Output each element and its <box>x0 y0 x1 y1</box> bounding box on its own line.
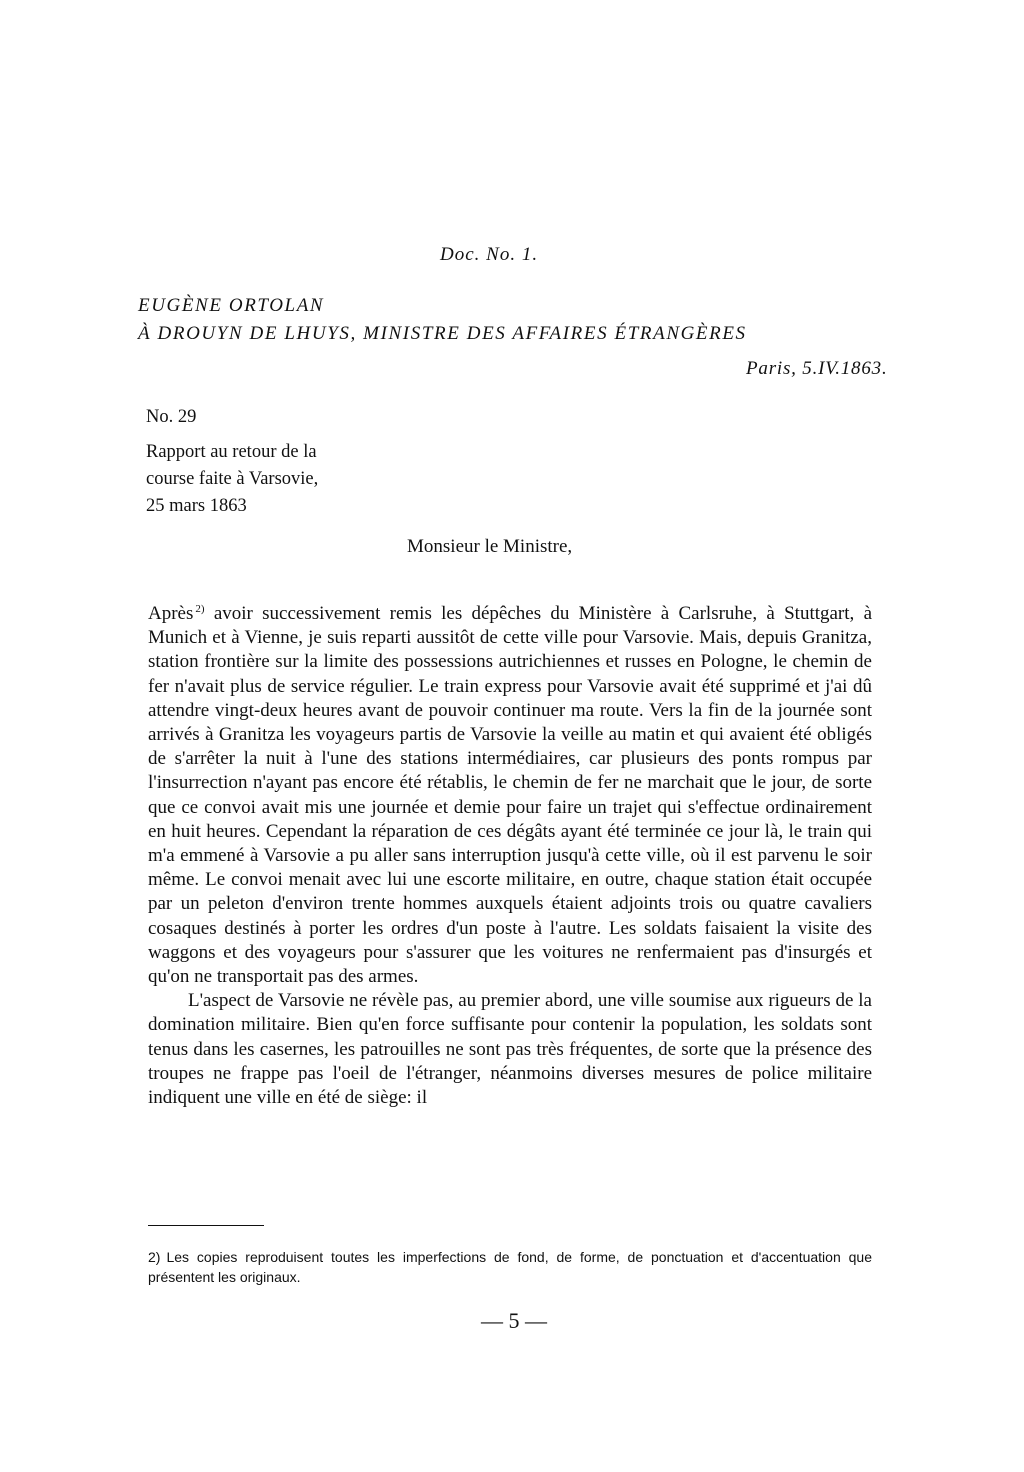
author-name: EUGÈNE ORTOLAN <box>138 295 325 316</box>
letter-body <box>148 602 872 1110</box>
footnote-text: Les copies reproduisent toutes les imperfections de fond, de forme, de ponctuation et d'accentuation que présentent les originaux. <box>148 1249 872 1285</box>
footnote-divider <box>148 1225 264 1226</box>
footnote-mark: 2) <box>148 1249 161 1265</box>
report-reference <box>146 404 318 520</box>
paragraph-1-first-word: Après <box>148 603 194 624</box>
paragraph-1-text: avoir successivement remis les dépêches du Ministère à Carlsruhe, à Stuttgart, à Munich et à Vienne, je suis reparti aussitôt de cette ville pour Varsovie. Mais, depuis Granitza, station frontière sur la limite des possessions autrichiennes et russes en Pologne, le chemin de fer n'avait plus de service régulier. Le train express pour Varsovie avait été supprimé et j'ai dû attendre vingt-deux heures avant de pouvoir continuer ma route. Vers la fin de la journée sont arrivés à Granitza les voyageurs partis de Varsovie la veille au matin et qui avaient été obligés de s'arrêter la nuit à l'une des stations intermédiaires, car plusieurs des ponts rompus par l'insurrection n'ayant pas encore été rétablis, le chemin de fer ne marchait que le jour, de sorte que ce convoi avait mis une journée et demie pour faire un trajet qui s'effectue ordinairement en huit heures. Cependant la réparation de ces dégâts ayant été terminée ce jour là, le train qui m'a emmené à Varsovie a pu aller sans interruption jusqu'à cette ville, où il est parvenu le soir même. Le convoi menait avec lui une escorte militaire, en outre, chaque station était occupée par un peleton d'environ trente hommes auxquels étaient adjoints trois ou quatre cavaliers cosaques destinés à porter les ordres d'un poste à l'autre. Les soldats faisaient la visite des waggons et des voyageurs pour s'assurer que les voitures ne renfermaient pas d'insurgés et qu'on ne transportait pas des armes. <box>148 603 872 988</box>
report-number: No. 29 <box>146 407 197 427</box>
report-subject-line-1: Rapport au retour de la <box>146 442 317 462</box>
place-date: Paris, 5.IV.1863. <box>746 358 888 379</box>
salutation: Monsieur le Ministre, <box>407 536 573 557</box>
report-subject-line-3: 25 mars 1863 <box>146 496 247 516</box>
recipient-line: À DROUYN DE LHUYS, MINISTRE DES AFFAIRES ÉTRANGÈRES <box>138 323 747 344</box>
report-subject-line-2: course faite à Varsovie, <box>146 469 319 489</box>
reference-spacer <box>146 431 318 439</box>
page-number: — 5 — <box>481 1308 547 1333</box>
letter-heading <box>138 292 747 348</box>
footnote-reference-mark: 2) <box>195 602 205 615</box>
document-number: Doc. No. 1. <box>440 244 539 265</box>
body-paragraph-1 <box>148 602 872 989</box>
footnote <box>148 1247 872 1287</box>
body-paragraph-2: L'aspect de Varsovie ne révèle pas, au premier abord, une ville soumise aux rigueurs de la domination militaire. Bien qu'en force suffisante pour contenir la population, les soldats sont tenus dans les casernes, les patrouilles ne sont pas très fréquentes, de sorte que la présence des troupes ne frappe pas l'oeil de l'étranger, néanmoins diverses mesures de police militaire indiquent une ville en été de siège: il <box>148 990 872 1109</box>
